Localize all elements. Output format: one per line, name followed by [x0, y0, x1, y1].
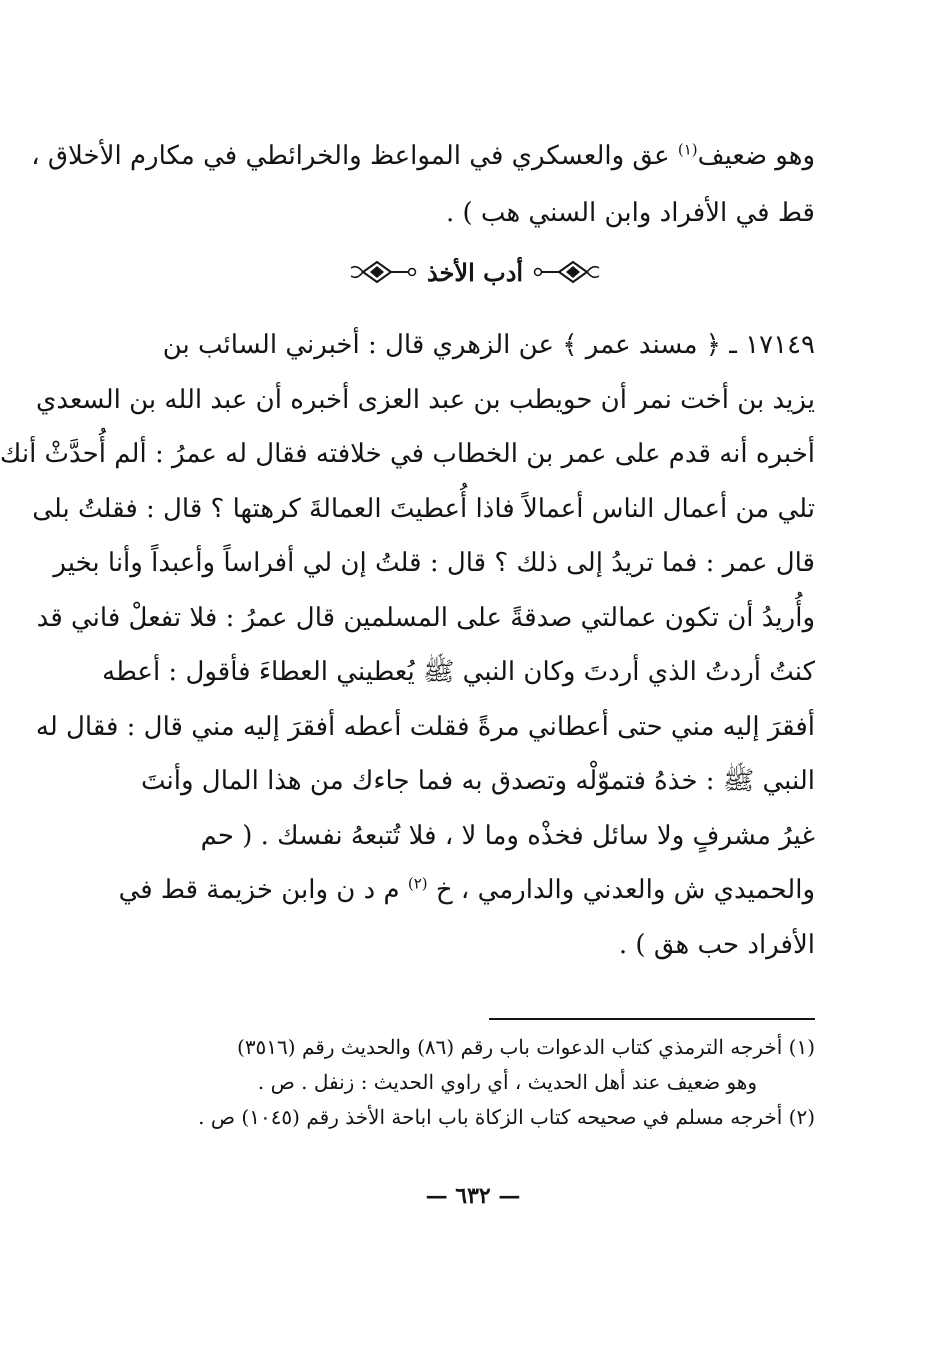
- hadith-line: قال عمر : فما تريدُ إلى ذلك ؟ قال : قلتُ إن لي أفراساً وأعبداً وأنا بخير: [53, 548, 815, 578]
- hadith-line: النبي ﷺ : خذهُ فتموّلْه وتصدق به فما جاءك من هذا المال وأنتَ: [141, 766, 815, 796]
- page-number: — ٦٣٢ —: [425, 1183, 521, 1209]
- hadith-line: وأُريدُ أن تكون عمالتي صدقةً على المسلمين قال عمرُ : فلا تفعلْ فاني قد: [36, 602, 815, 633]
- footnote-ref-2[interactable]: (٢): [407, 874, 428, 893]
- arabesque-ornament-icon: [533, 258, 601, 286]
- section-heading-title: أدب الأخذ: [426, 257, 524, 287]
- hadith-line: والحميدي ش والعدني والدارمي ، خ $^{(٢)}$ م د ن وابن خزيمة قط في: [118, 874, 815, 905]
- hadith-line: أفقرَ إليه مني حتى أعطاني مرةً فقلت أعطه أفقرَ إليه مني قال : فقال له: [35, 711, 815, 742]
- hadith-line: ١٧١٤٩ ـ ﴿ مسند عمر ﴾ عن الزهري قال : أخبرني السائب بن: [162, 330, 815, 360]
- footnotes: [105, 1030, 815, 1135]
- hadith-line: أخبره أنه قدم على عمر بن الخطاب في خلافته فقال له عمرُ : ألم أُحدَّثْ أنك: [0, 439, 815, 469]
- hadith-line: الأفراد حب هق ) .: [618, 929, 815, 960]
- intro-paragraph: [31, 128, 815, 242]
- intro-line-1: وهو ضعيف$^{(١)}$ عق والعسكري في المواعظ والخرائطي في مكارم الأخلاق ،: [31, 140, 815, 171]
- section-heading: [325, 252, 625, 292]
- footnote-divider: [489, 1018, 815, 1020]
- hadith-line: كنتُ أردتُ الذي أردتَ وكان النبي ﷺ يُعطيني العطاءَ فأقول : أعطه: [102, 657, 815, 687]
- footnote-2: (٢) أخرجه مسلم في صحيحه كتاب الزكاة باب اباحة الأخذ رقم (١٠٤٥) ص .: [198, 1105, 815, 1129]
- hadith-line: يزيد بن أخت نمر أن حويطب بن عبد العزى أخبره أن عبد الله بن السعدي: [35, 384, 815, 415]
- intro-line-2: قط في الأفراد وابن السني هب ) .: [445, 198, 815, 228]
- hadith-paragraph: [0, 318, 815, 972]
- hadith-line: غيرُ مشرفٍ ولا سائل فخذْه وما لا ، فلا تُتبعهُ نفسك . ( حم: [200, 820, 815, 851]
- footnote-ref-1[interactable]: (١): [677, 140, 698, 159]
- footnote-1-continued: وهو ضعيف عند أهل الحديث ، أي راوي الحديث : زنفل . ص .: [257, 1070, 757, 1094]
- arabesque-ornament-icon: [349, 258, 417, 286]
- footnote-1: (١) أخرجه الترمذي كتاب الدعوات باب رقم (٨٦) والحديث رقم (٣٥١٦): [237, 1035, 815, 1059]
- hadith-line: تلي من أعمال الناس أعمالاً فاذا أُعطيتَ العمالةَ كرهتها ؟ قال : فقلتُ بلى: [32, 493, 815, 524]
